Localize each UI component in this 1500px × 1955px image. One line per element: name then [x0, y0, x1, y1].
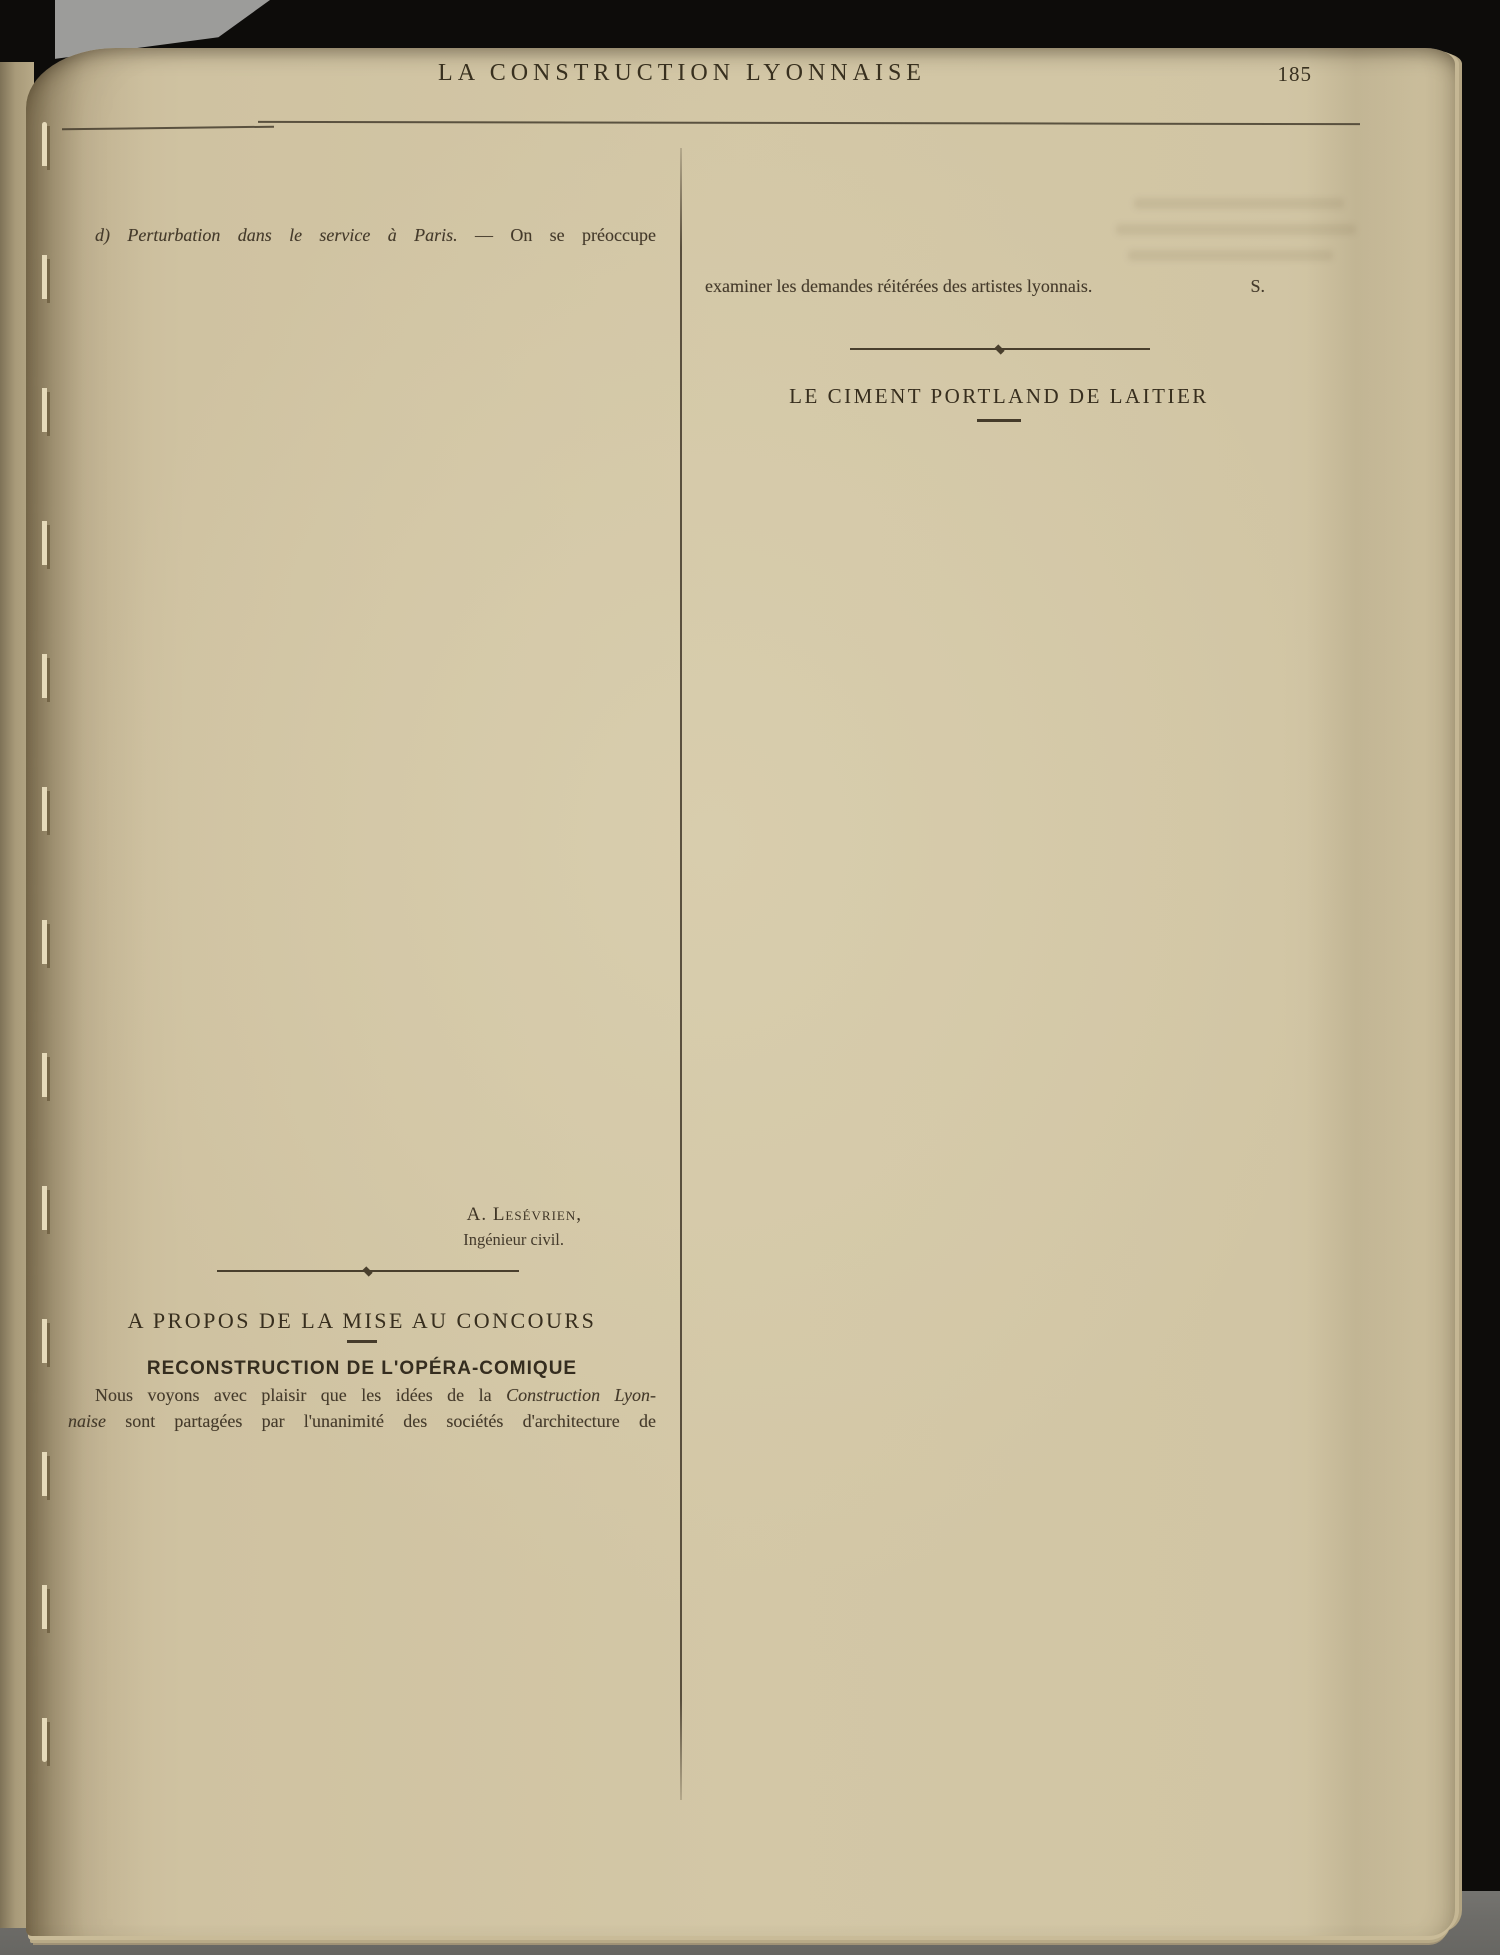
- text-line: [705, 956, 1293, 982]
- text-line: [68, 197, 656, 223]
- text-line: [705, 1775, 1293, 1801]
- author-initial: [628, 811, 656, 837]
- author-initial: [628, 300, 656, 326]
- text-line: [705, 598, 1293, 624]
- author-initial: [1265, 572, 1293, 598]
- text-line: [705, 623, 1293, 649]
- text-line: [68, 1434, 656, 1460]
- text-line: [705, 146, 1293, 172]
- author-initial: [628, 1093, 656, 1119]
- text-line: [705, 495, 1293, 521]
- paragraph: [705, 444, 1293, 623]
- author-initial: [628, 914, 656, 940]
- text-line: naise sont partagées par l'unanimité des sociétés d'architecture de: [68, 1410, 656, 1431]
- text-line: [68, 1537, 656, 1563]
- text-line: [68, 1067, 656, 1093]
- author-initial: [628, 1639, 656, 1665]
- paragraph: [68, 735, 656, 812]
- author-initial: [628, 760, 656, 786]
- author-initial: [628, 786, 656, 812]
- text-line: [705, 1314, 1293, 1340]
- text-line: [68, 811, 656, 837]
- text-line: [705, 1186, 1293, 1212]
- author-initial: [1265, 649, 1293, 675]
- text-line: [68, 607, 656, 633]
- author-initial: [1265, 1135, 1293, 1161]
- paragraph: [68, 1042, 656, 1196]
- author-initial: [1265, 1673, 1293, 1699]
- paragraph: [705, 1314, 1293, 1544]
- author-initial: [628, 683, 656, 709]
- text-line: [705, 1417, 1293, 1443]
- text-line: [68, 325, 656, 351]
- author-initial: [1265, 1647, 1293, 1673]
- author-initial: [1265, 598, 1293, 624]
- text-line: [705, 828, 1293, 854]
- text-line: [68, 760, 656, 786]
- text-line: [68, 914, 656, 940]
- author-initial: [628, 376, 656, 402]
- author-initial: [1265, 623, 1293, 649]
- text-line: [705, 1673, 1293, 1699]
- author-initial: [1265, 1033, 1293, 1059]
- author-initial: [628, 1537, 656, 1563]
- paragraph: [705, 146, 1293, 300]
- text-line: [705, 1621, 1293, 1647]
- author-initial: [628, 1716, 656, 1742]
- author-initial: [628, 632, 656, 658]
- text-line: [68, 1665, 656, 1691]
- text-line: [705, 777, 1293, 803]
- author-initial: [628, 709, 656, 735]
- text-line: [68, 1170, 656, 1196]
- text-line: Nous voyons avec plaisir que les idées de la Construction Lyon-: [95, 1385, 657, 1405]
- paragraph: [705, 1033, 1293, 1161]
- author-initial: [1265, 1442, 1293, 1468]
- signature-block: [68, 1202, 656, 1252]
- author-initial: [1265, 1007, 1293, 1033]
- text-line: [68, 1690, 656, 1716]
- ciment-dash: [705, 419, 1293, 422]
- text-line: [68, 965, 656, 991]
- book-page: [26, 48, 1455, 1936]
- author-initial: [1265, 470, 1293, 496]
- text-line: [705, 1263, 1293, 1289]
- author-initial: [628, 1042, 656, 1068]
- text-line: [68, 1144, 656, 1170]
- text-line: [705, 1212, 1293, 1238]
- text-line: [705, 1007, 1293, 1033]
- author-initial: [628, 556, 656, 582]
- eaux-body: [68, 146, 656, 1195]
- text-line: [68, 939, 656, 965]
- author-initial: [1265, 1775, 1293, 1801]
- text-line: [68, 504, 656, 530]
- author-initial: [628, 197, 656, 223]
- author-initial: [628, 607, 656, 633]
- text-line: [705, 981, 1293, 1007]
- text-line: [68, 1460, 656, 1486]
- text-line: [68, 479, 656, 505]
- author-initial: [1265, 700, 1293, 726]
- author-initial: [1265, 777, 1293, 803]
- author-initial: [1265, 802, 1293, 828]
- text-line: [68, 1741, 656, 1767]
- author-initial: [1265, 854, 1293, 880]
- author-initial: [1265, 674, 1293, 700]
- author-initial: [628, 1144, 656, 1170]
- author-initial: [1265, 1084, 1293, 1110]
- text-line: [705, 854, 1293, 880]
- paragraph: [705, 879, 1293, 1033]
- author-initial: [1265, 495, 1293, 521]
- author-initial: [628, 1511, 656, 1537]
- author-initial: [628, 1613, 656, 1639]
- text-line: [68, 530, 656, 556]
- opera-subtitle: RECONSTRUCTION DE L'OPÉRA-COMIQUE: [146, 1358, 578, 1379]
- author-initial: [1265, 1314, 1293, 1340]
- author-initial: [1265, 956, 1293, 982]
- ink-bleed-ghost: [1128, 250, 1333, 261]
- author-initial: [1265, 981, 1293, 1007]
- author-initial: [1265, 1237, 1293, 1263]
- text-line-start: examiner les demandes réitérées des artistes lyonnais.: [705, 275, 1093, 296]
- author-initial: [1265, 1545, 1293, 1571]
- signature-role: Ingénieur civil.: [463, 1230, 564, 1249]
- author-initial: [628, 658, 656, 684]
- paragraph: [705, 1775, 1293, 1801]
- divider-diamond: [362, 1266, 372, 1276]
- author-initial: [628, 1434, 656, 1460]
- title-dash: [977, 419, 1021, 422]
- text-line: [705, 1109, 1293, 1135]
- author-initial: [1265, 1186, 1293, 1212]
- text-line: [68, 1016, 656, 1042]
- author-initial: [628, 1767, 656, 1793]
- author-initial: S.: [1250, 275, 1265, 296]
- author-initial: [1265, 1263, 1293, 1289]
- text-line: [705, 879, 1293, 905]
- text-line: [705, 726, 1293, 752]
- text-line: [68, 888, 656, 914]
- text-line: [68, 1562, 656, 1588]
- text-line: [705, 1033, 1293, 1059]
- author-initial: [628, 1170, 656, 1196]
- text-line: [705, 470, 1293, 496]
- header-rule: [258, 121, 1360, 125]
- text-line: [68, 786, 656, 812]
- text-line: [705, 444, 1293, 470]
- text-line: [68, 1767, 656, 1793]
- text-line: [705, 1058, 1293, 1084]
- paragraph: [68, 223, 656, 479]
- author-initial: [1265, 172, 1293, 198]
- text-line: [705, 905, 1293, 931]
- author-initial: [1265, 1161, 1293, 1187]
- text-line: [68, 172, 656, 198]
- author-initial: [1265, 1749, 1293, 1775]
- author-initial: [628, 1665, 656, 1691]
- author-initial: [628, 453, 656, 479]
- text-line: [68, 1093, 656, 1119]
- text-line: [68, 1639, 656, 1665]
- paragraph: [68, 146, 656, 223]
- text-line: [68, 863, 656, 889]
- text-line: [705, 1135, 1293, 1161]
- header-rule-left: [62, 126, 274, 131]
- page-number: 185: [1277, 62, 1312, 86]
- author-initial: [628, 863, 656, 889]
- concours-body: [68, 1383, 656, 1793]
- text-line: [705, 930, 1293, 956]
- author-initial: [1265, 828, 1293, 854]
- text-line: [705, 572, 1293, 598]
- author-initial: [628, 428, 656, 454]
- author-initial: [628, 581, 656, 607]
- author-initial: [628, 888, 656, 914]
- author-initial: [628, 1016, 656, 1042]
- concours-title: A PROPOS DE LA MISE AU CONCOURS: [127, 1308, 597, 1333]
- text-line: [705, 700, 1293, 726]
- author-initial: [628, 965, 656, 991]
- text-line: [68, 376, 656, 402]
- text-line: [705, 1647, 1293, 1673]
- author-initial: [628, 1741, 656, 1767]
- text-line: [68, 658, 656, 684]
- author-initial: [628, 530, 656, 556]
- text-line: [68, 1511, 656, 1537]
- text-line: [705, 1596, 1293, 1622]
- text-line: [705, 1519, 1293, 1545]
- paragraph: [68, 479, 656, 735]
- paragraph: [705, 700, 1293, 879]
- paragraph: [705, 623, 1293, 700]
- text-line: [705, 1724, 1293, 1750]
- text-line: [705, 1340, 1293, 1366]
- text-line: [705, 274, 1293, 300]
- author-initial: [1265, 1468, 1293, 1494]
- text-line: [68, 991, 656, 1017]
- author-initial: [628, 1119, 656, 1145]
- text-line: [68, 1042, 656, 1068]
- author-initial: [628, 1067, 656, 1093]
- title-dash: [347, 1340, 377, 1343]
- text-line: [705, 172, 1293, 198]
- text-line: [705, 1161, 1293, 1187]
- text-line: [705, 649, 1293, 675]
- text-line: [705, 1442, 1293, 1468]
- concours-dash: [68, 1340, 656, 1343]
- text-line: [705, 1545, 1293, 1571]
- chambres-body: [705, 146, 1293, 300]
- text-line: [705, 1289, 1293, 1315]
- author-initial: [1265, 1340, 1293, 1366]
- author-initial: [628, 1588, 656, 1614]
- text-line: d) Perturbation dans le service à Paris. — On se préoccupe: [95, 224, 656, 245]
- author-initial: [1265, 1289, 1293, 1315]
- text-line: [68, 837, 656, 863]
- text-line: [68, 556, 656, 582]
- text-line: [68, 428, 656, 454]
- author-initial: [628, 274, 656, 300]
- author-initial: [628, 146, 656, 172]
- text-line: [68, 683, 656, 709]
- author-initial: [1265, 1058, 1293, 1084]
- author-initial: [1265, 905, 1293, 931]
- author-initial: [1265, 930, 1293, 956]
- author-initial: [1265, 726, 1293, 752]
- author-initial: [628, 504, 656, 530]
- section-divider: [850, 345, 1150, 353]
- author-initial: [628, 1485, 656, 1511]
- author-initial: [628, 1460, 656, 1486]
- author-initial: [1265, 1365, 1293, 1391]
- text-line: [705, 1570, 1293, 1596]
- divider-diamond: [994, 344, 1004, 354]
- paragraph: [705, 1545, 1293, 1775]
- paragraph: [68, 811, 656, 965]
- text-line: [705, 751, 1293, 777]
- author-initial: [1265, 1493, 1293, 1519]
- paragraph: [68, 965, 656, 1042]
- text-line: [705, 1493, 1293, 1519]
- column-divider: [680, 148, 682, 1800]
- text-line: [705, 1391, 1293, 1417]
- author-initial: [1265, 1621, 1293, 1647]
- author-initial: [628, 172, 656, 198]
- author-initial: [628, 735, 656, 761]
- author-initial: [1265, 751, 1293, 777]
- author-initial: [1265, 1570, 1293, 1596]
- author-initial: [1265, 444, 1293, 470]
- binding-stitches-shadow: [47, 126, 50, 1766]
- author-initial: [1265, 521, 1293, 547]
- text-line: [68, 1588, 656, 1614]
- text-line: [705, 1468, 1293, 1494]
- author-initial: [1265, 1417, 1293, 1443]
- paragraph: [705, 1161, 1293, 1315]
- author-initial: [628, 939, 656, 965]
- text-line: [705, 1698, 1293, 1724]
- text-line: [68, 351, 656, 377]
- author-initial: [1265, 546, 1293, 572]
- author-initial: [628, 325, 656, 351]
- text-line: [68, 146, 656, 172]
- text-line: [705, 802, 1293, 828]
- text-line: [68, 1119, 656, 1145]
- ciment-body: [705, 444, 1293, 1800]
- text-line: [705, 1365, 1293, 1391]
- author-initial: [1265, 1724, 1293, 1750]
- text-line: [68, 402, 656, 428]
- paragraph: [68, 1767, 656, 1793]
- text-line: [68, 735, 656, 761]
- signature-author: A. Lesévrien,: [466, 1204, 582, 1225]
- author-initial: [1265, 1698, 1293, 1724]
- author-initial: [628, 248, 656, 274]
- author-initial: [1265, 146, 1293, 172]
- text-line: [68, 709, 656, 735]
- text-line: [705, 1084, 1293, 1110]
- author-initial: [1265, 1519, 1293, 1545]
- author-initial: [628, 351, 656, 377]
- text-line: [705, 546, 1293, 572]
- author-initial: [1265, 1109, 1293, 1135]
- text-line: [705, 674, 1293, 700]
- author-initial: [1265, 1596, 1293, 1622]
- text-line: [68, 274, 656, 300]
- text-line: [705, 1749, 1293, 1775]
- text-line: [68, 453, 656, 479]
- paragraph: [68, 1665, 656, 1767]
- text-line: [68, 1485, 656, 1511]
- binding-stitches: [42, 122, 47, 1762]
- author-initial: [1265, 879, 1293, 905]
- ink-bleed-ghost: [1116, 224, 1356, 235]
- text-line: [68, 581, 656, 607]
- text-line: [68, 248, 656, 274]
- text-line: [68, 1613, 656, 1639]
- paragraph: [68, 1460, 656, 1665]
- author-initial: [628, 479, 656, 505]
- author-initial: [628, 1690, 656, 1716]
- journal-masthead: LA CONSTRUCTION LYONNAISE: [438, 60, 926, 86]
- signature-divider: [217, 1267, 519, 1275]
- ink-bleed-ghost: [1134, 198, 1344, 209]
- text-line: [68, 632, 656, 658]
- author-initial: [628, 837, 656, 863]
- author-initial: [628, 1562, 656, 1588]
- author-initial: [628, 991, 656, 1017]
- ciment-title: LE CIMENT PORTLAND DE LAITIER: [789, 384, 1209, 408]
- text-line: [68, 1716, 656, 1742]
- author-initial: [1265, 1391, 1293, 1417]
- text-line: [68, 300, 656, 326]
- text-line: [705, 521, 1293, 547]
- paragraph: [68, 1383, 656, 1460]
- author-initial: [1265, 1212, 1293, 1238]
- text-line: [705, 1237, 1293, 1263]
- author-initial: [628, 402, 656, 428]
